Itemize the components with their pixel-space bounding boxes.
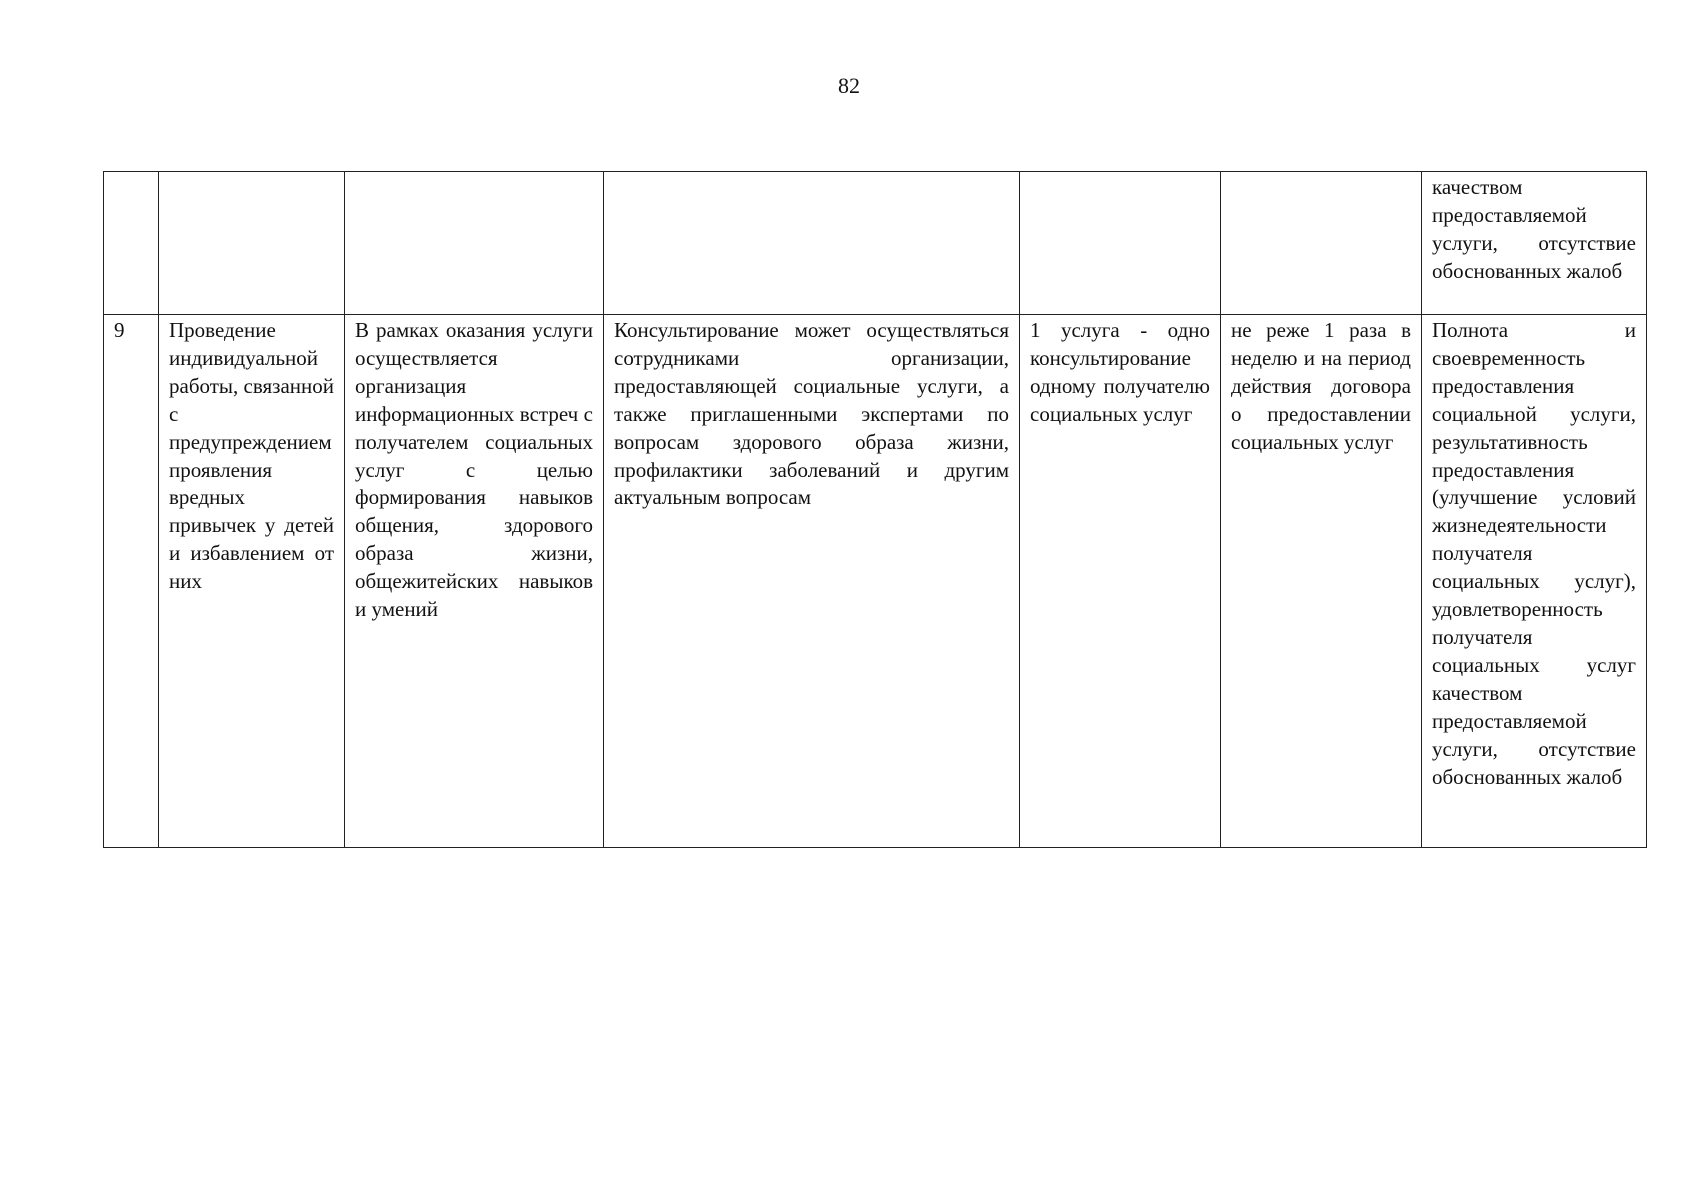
cell-quality-indicators: Полнота и своевременность предоставления социальной услуги, результативность предоставления (улучшение условий жизнедеятельности получателя социальных услуг), удовлетворенность получателя социальных услуг качеством предоставляемой услуги, отсутствие обоснованных жалоб	[1422, 315, 1647, 848]
table-row-9	[104, 315, 1647, 848]
cell-service-name: Проведение индивидуальной работы, связанной с предупреждением проявления вредных привычек у детей и избавлением от них	[159, 315, 345, 848]
cell-quality-indicators: качеством предоставляемой услуги, отсутствие обоснованных жалоб	[1422, 172, 1647, 315]
table-row-continued	[104, 172, 1647, 315]
cell-service-frequency	[1221, 172, 1422, 315]
cell-service-volume: 1 услуга - одно консультирование одному получателю социальных услуг	[1020, 315, 1221, 848]
cell-service-description: В рамках оказания услуги осуществляется организация информационных встреч с получателем социальных услуг с целью формирования навыков общения, здорового образа жизни, общежитейских навыков и умений	[345, 315, 604, 848]
services-table	[103, 171, 1647, 848]
cell-number	[104, 172, 159, 315]
cell-service-conditions	[604, 172, 1020, 315]
cell-service-frequency: не реже 1 раза в неделю и на период действия договора о предоставлении социальных услуг	[1221, 315, 1422, 848]
cell-number: 9	[104, 315, 159, 848]
cell-service-conditions: Консультирование может осуществляться сотрудниками организации, предоставляющей социальные услуги, а также приглашенными экспертами по вопросам здорового образа жизни, профилактики заболеваний и другим актуальным вопросам	[604, 315, 1020, 848]
cell-service-description	[345, 172, 604, 315]
cell-service-volume	[1020, 172, 1221, 315]
page-number: 82	[838, 73, 860, 98]
cell-service-name	[159, 172, 345, 315]
